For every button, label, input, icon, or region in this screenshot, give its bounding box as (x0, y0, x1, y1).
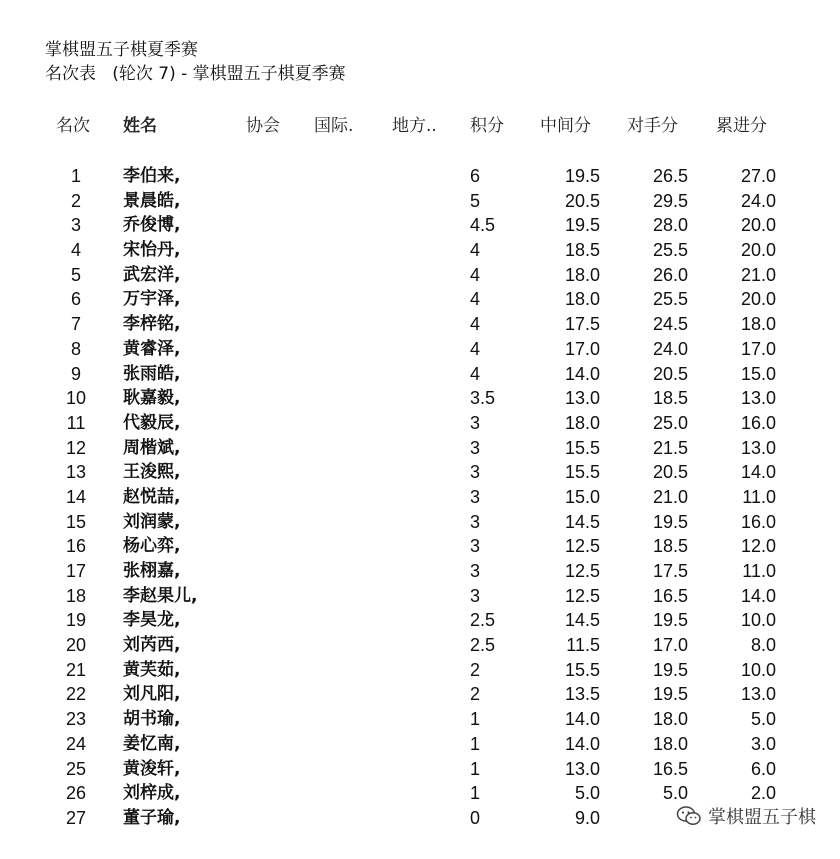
score-cell: 4 (470, 338, 481, 359)
name-cell: 黄芙茹, (123, 659, 181, 680)
cumulative-cell: 20.0 (740, 215, 776, 236)
table-row (0, 213, 840, 238)
opponent-cell: 18.5 (652, 388, 688, 409)
cumulative-cell: 15.0 (740, 363, 776, 384)
name-cell: 刘凡阳, (123, 684, 181, 705)
table-row (0, 485, 840, 510)
median-cell: 14.5 (564, 610, 600, 631)
rank-cell: 20 (65, 635, 87, 656)
name-cell: 宋怡丹, (123, 240, 181, 261)
cumulative-cell: 20.0 (740, 240, 776, 261)
rank-cell: 27 (65, 807, 87, 828)
standings-table (0, 164, 840, 831)
header-international: 国际. (314, 116, 354, 136)
median-cell: 18.5 (564, 240, 600, 261)
table-row (0, 189, 840, 214)
score-cell: 4 (470, 240, 481, 261)
median-cell: 20.5 (564, 190, 600, 211)
table-row (0, 460, 840, 485)
table-row (0, 287, 840, 312)
cumulative-cell: 24.0 (740, 190, 776, 211)
cumulative-cell: 20.0 (740, 289, 776, 310)
opponent-cell: 25.5 (652, 289, 688, 310)
wechat-icon (676, 805, 702, 827)
opponent-cell: 28.0 (652, 215, 688, 236)
rank-cell: 4 (70, 240, 81, 261)
cumulative-cell: 27.0 (740, 166, 776, 186)
cumulative-cell: 14.0 (740, 585, 776, 606)
rank-cell: 19 (65, 610, 87, 631)
header-score: 积分 (470, 116, 504, 136)
table-row (0, 633, 840, 658)
opponent-cell: 21.0 (652, 486, 688, 507)
opponent-cell: 21.5 (652, 437, 688, 458)
median-cell: 14.0 (564, 363, 600, 384)
rank-cell: 8 (70, 338, 81, 359)
score-cell: 1 (470, 709, 481, 730)
name-cell: 刘芮西, (123, 635, 181, 656)
median-cell: 13.5 (564, 684, 600, 705)
rank-cell: 15 (65, 511, 87, 532)
opponent-cell: 18.0 (652, 733, 688, 754)
opponent-cell: 19.5 (652, 610, 688, 631)
name-cell: 姜忆南, (123, 733, 181, 754)
cumulative-cell: 5.0 (750, 709, 776, 730)
score-cell: 3 (470, 412, 481, 433)
cumulative-cell: 11.0 (742, 561, 776, 581)
score-cell: 2 (470, 659, 481, 680)
table-row (0, 608, 840, 633)
name-cell: 胡书瑜, (123, 709, 181, 730)
rank-cell: 3 (70, 215, 81, 236)
name-cell: 李昊龙, (123, 610, 181, 631)
watermark-text: 掌棋盟五子棋 (708, 807, 816, 828)
rank-cell: 18 (65, 585, 87, 606)
name-cell: 张雨皓, (123, 363, 181, 384)
cumulative-cell: 16.0 (740, 412, 776, 433)
table-row (0, 559, 840, 584)
rank-cell: 5 (70, 264, 81, 285)
median-cell: 15.5 (564, 659, 600, 680)
cumulative-cell: 18.0 (740, 314, 776, 335)
name-cell: 周楷斌, (123, 437, 181, 458)
median-cell: 15.5 (564, 437, 600, 458)
rank-cell: 2 (70, 190, 81, 211)
rank-cell: 7 (70, 314, 81, 335)
score-cell: 4 (470, 264, 481, 285)
median-cell: 15.0 (564, 486, 600, 507)
median-cell: 13.0 (564, 388, 600, 409)
opponent-cell: 16.5 (652, 585, 688, 606)
score-cell: 1 (470, 758, 481, 779)
name-cell: 武宏洋, (123, 264, 181, 285)
opponent-cell: 26.5 (652, 166, 688, 186)
opponent-cell: 26.0 (652, 264, 688, 285)
score-cell: 3 (470, 511, 481, 532)
header-name: 姓名 (123, 116, 157, 136)
name-cell: 李赵果儿, (123, 585, 198, 606)
opponent-cell: 19.5 (652, 511, 688, 532)
opponent-cell: 19.5 (652, 684, 688, 705)
cumulative-cell: 2.0 (750, 783, 776, 804)
opponent-cell: 29.5 (652, 190, 688, 211)
table-row (0, 362, 840, 387)
table-row (0, 312, 840, 337)
header-opponent: 对手分 (627, 116, 678, 136)
cumulative-cell: 11.0 (742, 486, 776, 507)
median-cell: 18.0 (564, 412, 600, 433)
cumulative-cell: 13.0 (740, 684, 776, 705)
opponent-cell: 18.5 (652, 536, 688, 557)
opponent-cell: 17.0 (652, 635, 688, 656)
header-median: 中间分 (540, 116, 591, 136)
table-row (0, 337, 840, 362)
name-cell: 黄睿泽, (123, 338, 181, 359)
median-cell: 9.0 (574, 807, 600, 828)
rank-cell: 13 (65, 462, 87, 483)
table-row (0, 658, 840, 683)
rank-cell: 23 (65, 709, 87, 730)
table-row (0, 707, 840, 732)
header-cumulative: 累进分 (716, 116, 767, 136)
name-cell: 刘梓成, (123, 783, 181, 804)
header-rank: 名次 (56, 116, 90, 136)
score-cell: 4 (470, 363, 481, 384)
rank-cell: 12 (65, 437, 87, 458)
table-row (0, 510, 840, 535)
opponent-cell: 16.5 (652, 758, 688, 779)
opponent-cell: 24.5 (652, 314, 688, 335)
name-cell: 代毅辰, (123, 412, 181, 433)
median-cell: 14.0 (564, 733, 600, 754)
opponent-cell: 5.0 (662, 783, 688, 804)
score-cell: 3 (470, 462, 481, 483)
rank-cell: 22 (65, 684, 87, 705)
median-cell: 13.0 (564, 758, 600, 779)
score-cell: 2.5 (470, 635, 496, 656)
table-row (0, 757, 840, 782)
score-cell: 4.5 (470, 215, 496, 236)
score-cell: 1 (470, 733, 481, 754)
name-cell: 杨心弈, (123, 536, 181, 557)
score-cell: 4 (470, 289, 481, 310)
page-subtitle: 名次表 (轮次 7) - 掌棋盟五子棋夏季赛 (45, 64, 346, 84)
rank-cell: 9 (70, 363, 81, 384)
name-cell: 耿嘉毅, (123, 388, 181, 409)
page-title: 掌棋盟五子棋夏季赛 (45, 40, 198, 60)
rank-cell: 17 (65, 561, 87, 581)
name-cell: 李梓铭, (123, 314, 181, 335)
name-cell: 万宇泽, (123, 289, 181, 310)
cumulative-cell: 8.0 (750, 635, 776, 656)
opponent-cell: 25.5 (652, 240, 688, 261)
table-header (0, 114, 840, 138)
score-cell: 5 (470, 190, 481, 211)
cumulative-cell: 12.0 (740, 536, 776, 557)
score-cell: 3 (470, 561, 481, 581)
name-cell: 张栩嘉, (123, 561, 181, 581)
score-cell: 1 (470, 783, 481, 804)
median-cell: 12.5 (564, 585, 600, 606)
median-cell: 15.5 (564, 462, 600, 483)
score-cell: 3 (470, 486, 481, 507)
opponent-cell: 19.5 (652, 659, 688, 680)
score-cell: 2 (470, 684, 481, 705)
rank-cell: 25 (65, 758, 87, 779)
score-cell: 2.5 (470, 610, 496, 631)
name-cell: 李伯来, (123, 166, 181, 186)
opponent-cell: 20.5 (652, 363, 688, 384)
median-cell: 11.5 (566, 635, 600, 656)
median-cell: 18.0 (564, 289, 600, 310)
cumulative-cell: 17.0 (740, 338, 776, 359)
cumulative-cell: 3.0 (750, 733, 776, 754)
score-cell: 3 (470, 585, 481, 606)
cumulative-cell: 13.0 (740, 388, 776, 409)
rank-cell: 21 (65, 659, 87, 680)
table-row (0, 411, 840, 436)
cumulative-cell: 10.0 (740, 659, 776, 680)
median-cell: 14.5 (564, 511, 600, 532)
rank-cell: 14 (65, 486, 87, 507)
cumulative-cell: 6.0 (750, 758, 776, 779)
cumulative-cell: 21.0 (740, 264, 776, 285)
table-row (0, 534, 840, 559)
median-cell: 12.5 (564, 561, 600, 581)
rank-cell: 16 (65, 536, 87, 557)
table-row (0, 386, 840, 411)
table-row (0, 682, 840, 707)
opponent-cell: 20.5 (652, 462, 688, 483)
table-row (0, 436, 840, 461)
cumulative-cell: 16.0 (740, 511, 776, 532)
median-cell: 19.5 (564, 166, 600, 186)
name-cell: 王浚熙, (123, 462, 181, 483)
median-cell: 5.0 (574, 783, 600, 804)
table-row (0, 732, 840, 757)
median-cell: 17.5 (564, 314, 600, 335)
opponent-cell: 17.5 (652, 561, 688, 581)
rank-cell: 6 (70, 289, 81, 310)
watermark (672, 803, 820, 829)
median-cell: 19.5 (564, 215, 600, 236)
opponent-cell: 25.0 (652, 412, 688, 433)
name-cell: 刘润蒙, (123, 511, 181, 532)
cumulative-cell: 14.0 (740, 462, 776, 483)
median-cell: 17.0 (564, 338, 600, 359)
name-cell: 黄浚轩, (123, 758, 181, 779)
rank-cell: 26 (65, 783, 87, 804)
score-cell: 6 (470, 166, 481, 186)
table-row (0, 164, 840, 189)
cumulative-cell: 13.0 (740, 437, 776, 458)
score-cell: 3 (470, 437, 481, 458)
name-cell: 景晨皓, (123, 190, 181, 211)
score-cell: 3 (470, 536, 481, 557)
header-association: 协会 (246, 116, 280, 136)
median-cell: 14.0 (564, 709, 600, 730)
median-cell: 12.5 (564, 536, 600, 557)
rank-cell: 11 (66, 412, 86, 433)
median-cell: 18.0 (564, 264, 600, 285)
rank-cell: 1 (70, 166, 81, 186)
score-cell: 0 (470, 807, 481, 828)
opponent-cell: 24.0 (652, 338, 688, 359)
rank-cell: 10 (65, 388, 87, 409)
score-cell: 3.5 (470, 388, 496, 409)
name-cell: 乔俊博, (123, 215, 181, 236)
header-local: 地方.. (392, 116, 437, 136)
score-cell: 4 (470, 314, 481, 335)
cumulative-cell: 10.0 (740, 610, 776, 631)
table-row (0, 584, 840, 609)
table-row (0, 238, 840, 263)
name-cell: 赵悦喆, (123, 486, 181, 507)
name-cell: 董子瑜, (123, 807, 181, 828)
table-row (0, 263, 840, 288)
rank-cell: 24 (65, 733, 87, 754)
opponent-cell: 18.0 (652, 709, 688, 730)
